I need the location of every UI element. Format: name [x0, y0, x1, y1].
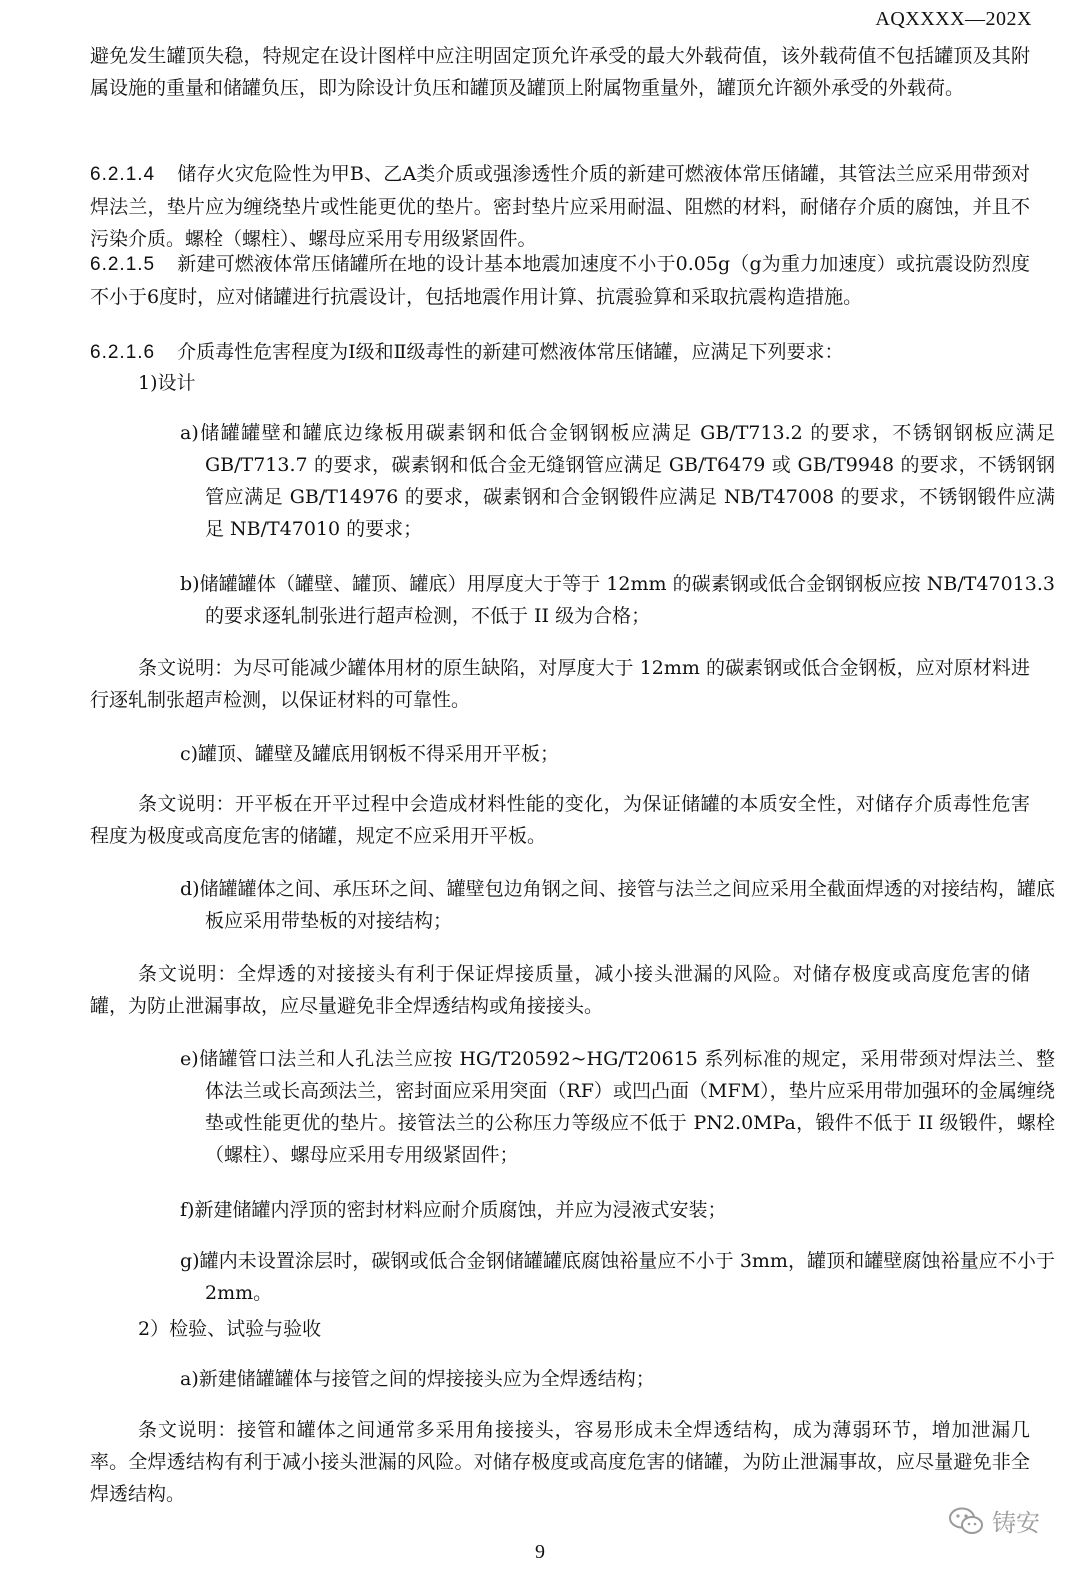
clause-6-2-1-6 — [90, 336, 1030, 369]
clause-number: 6.2.1.5 — [90, 254, 156, 275]
clause-text: 介质毒性危害程度为Ⅰ级和Ⅱ级毒性的新建可燃液体常压储罐，应满足下列要求： — [177, 341, 844, 363]
clause-number: 6.2.1.6 — [90, 342, 156, 363]
item-a-inspection: a)新建储罐罐体与接管之间的焊接接头应为全焊透结构； — [180, 1368, 655, 1390]
clause-6-2-1-4 — [90, 158, 1030, 255]
note-item-b: 条文说明：为尽可能减少罐体用材的原生缺陷，对厚度大于 12mm 的碳素钢或低合金钢板，应对原材料进行逐轧制张超声检测，以保证材料的可靠性。 — [90, 657, 1030, 711]
item-e-design: e)储罐管口法兰和人孔法兰应按 HG/T20592~HG/T20615 系列标准的规定，采用带颈对焊法兰、整体法兰或长高颈法兰，密封面应采用突面（RF）或凹凸面（MFM），垫片应采用带加强环的金属缠绕垫或性能更优的垫片。接管法兰的公称压力等级应不低于 PN2.0MPa，锻件不低于 II 级锻件，螺栓（螺柱）、螺母应采用专用级紧固件； — [180, 1048, 1055, 1166]
wechat-icon — [948, 1506, 984, 1536]
item-b-design: b)储罐罐体（罐壁、罐顶、罐底）用厚度大于等于 12mm 的碳素钢或低合金钢钢板应按 NB/T47013.3 的要求逐轧制张进行超声检测，不低于 II 级为合格； — [180, 573, 1055, 627]
subsection-design: 1)设计 — [138, 372, 196, 394]
item-f-design: f)新建储罐内浮顶的密封材料应耐介质腐蚀，并应为浸液式安装； — [180, 1199, 727, 1221]
clause-number: 6.2.1.4 — [90, 164, 156, 185]
subsection-inspection: 2）检验、试验与验收 — [138, 1318, 322, 1340]
note-item-d: 条文说明：全焊透的对接接头有利于保证焊接质量，减小接头泄漏的风险。对储存极度或高度危害的储罐，为防止泄漏事故，应尽量避免非全焊透结构或角接接头。 — [90, 963, 1030, 1017]
paragraph-continuation: 避免发生罐顶失稳，特规定在设计图样中应注明固定顶允许承受的最大外载荷值，该外载荷值不包括罐顶及其附属设施的重量和储罐负压，即为除设计负压和罐顶及罐顶上附属物重量外，罐顶允许额外承受的外载荷。 — [90, 45, 1030, 99]
item-c-design: c)罐顶、罐壁及罐底用钢板不得采用开平板； — [180, 743, 560, 765]
note-item-c: 条文说明：开平板在开平过程中会造成材料性能的变化，为保证储罐的本质安全性，对储存介质毒性危害程度为极度或高度危害的储罐，规定不应采用开平板。 — [90, 793, 1030, 847]
clause-text: 储存火灾危险性为甲B、乙A类介质或强渗透性介质的新建可燃液体常压储罐，其管法兰应采用带颈对焊法兰，垫片应为缠绕垫片或性能更优的垫片。密封垫片应采用耐温、阻燃的材料，耐储存介质的腐蚀，并且不污染介质。螺栓（螺柱）、螺母应采用专用级紧固件。 — [90, 163, 1030, 250]
watermark-text: 铸安 — [992, 1509, 1040, 1537]
item-g-design: g)罐内未设置涂层时，碳钢或低合金钢储罐罐底腐蚀裕量应不小于 3mm，罐顶和罐壁腐蚀裕量应不小于 2mm。 — [180, 1250, 1055, 1304]
note-item-a-inspection: 条文说明：接管和罐体之间通常多采用角接接头，容易形成未全焊透结构，成为薄弱环节，增加泄漏几率。全焊透结构有利于减小接头泄漏的风险。对储存极度或高度危害的储罐，为防止泄漏事故，应尽量避免非全焊透结构。 — [90, 1419, 1030, 1505]
clause-text: 新建可燃液体常压储罐所在地的设计基本地震加速度不小于0.05g（g为重力加速度）或抗震设防烈度不小于6度时，应对储罐进行抗震设计，包括地震作用计算、抗震验算和采取抗震构造措施。 — [90, 253, 1030, 308]
item-d-design: d)储罐罐体之间、承压环之间、罐壁包边角钢之间、接管与法兰之间应采用全截面焊透的对接结构，罐底板应采用带垫板的对接结构； — [180, 878, 1055, 932]
page-number: 9 — [535, 1541, 545, 1563]
clause-6-2-1-5 — [90, 248, 1030, 313]
document-code: AQXXXX—202X — [875, 8, 1032, 30]
watermark — [948, 1503, 1040, 1538]
item-a-design: a)储罐罐壁和罐底边缘板用碳素钢和低合金钢钢板应满足 GB/T713.2 的要求，不锈钢钢板应满足 GB/T713.7 的要求，碳素钢和低合金无缝钢管应满足 GB/T6479 或 GB/T9948 的要求，不锈钢钢管应满足 GB/T14976 的要求，碳素钢和合金钢锻件应满足 NB/T47008 的要求，不锈钢锻件应满足 NB/T47010 的要求； — [180, 422, 1055, 540]
